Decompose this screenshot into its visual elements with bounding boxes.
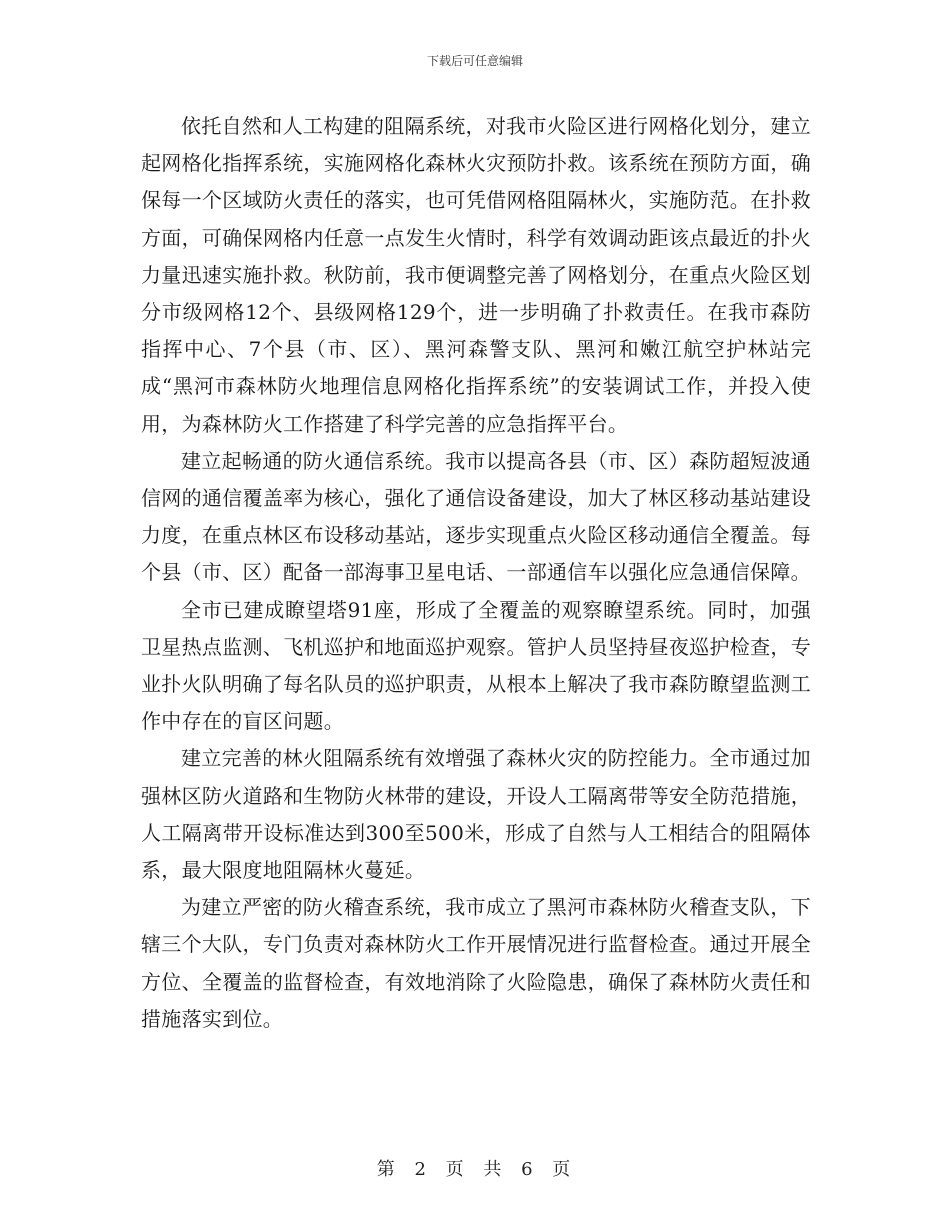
header-note: 下载后可任意编辑: [426, 54, 523, 68]
page-number: 第 2 页 共 6 页: [376, 1159, 574, 1180]
paragraph-inspection-system: 为建立严密的防火稽查系统，我市成立了黑河市森林防火稽查支队，下辖三个大队，专门负责对森林防火工作开展情况进行监督检查。通过开展全方位、全覆盖的监督检查，有效地消除了火险隐患，确保了森林防火责任和措施落实到位。: [141, 895, 811, 1031]
paragraph-lookout-system: 全市已建成瞭望塔91座，形成了全覆盖的观察瞭望系统。同时，加强卫星热点监测、飞机巡护和地面巡护观察。管护人员坚持昼夜巡护检查，专业扑火队明确了每名队员的巡护职责，从根本上解决了我市森防瞭望监测工作中存在的盲区问题。: [141, 597, 811, 734]
paragraph-grid-command-system: 依托自然和人工构建的阻隔系统，对我市火险区进行网格化划分，建立起网格化指挥系统，实施网格化森林火灾预防扑救。该系统在预防方面，确保每一个区域防火责任的落实，也可凭借网格阻隔林火，实施防范。在扑救方面，可确保网格内任意一点发生火情时，科学有效调动距该点最近的扑火力量迅速实施扑救。秋防前，我市便调整完善了网格划分，在重点火险区划分市级网格12个、县级网格129个，进一步明确了扑救责任。在我市森防指挥中心、7个县（市、区）、黑河森警支队、黑河和嫩江航空护林站完成“黑河市森林防火地理信息网格化指挥系统”的安装调试工作，并投入使用，为森林防火工作搭建了科学完善的应急指挥平台。: [141, 114, 811, 436]
paragraph-communication-system: 建立起畅通的防火通信系统。我市以提高各县（市、区）森防超短波通信网的通信覆盖率为核心，强化了通信设备建设，加大了林区移动基站建设力度，在重点林区布设移动基站，逐步实现重点火险区移动通信全覆盖。每个县（市、区）配备一部海事卫星电话、一部通信车以强化应急通信保障。: [141, 448, 811, 585]
document-body: [141, 108, 811, 1038]
paragraph-firebreak-system: 建立完善的林火阻隔系统有效增强了森林火灾的防控能力。全市通过加强林区防火道路和生物防火林带的建设，开设人工隔离带等安全防范措施，人工隔离带开设标准达到300至500米，形成了自然与人工相结合的阻隔体系，最大限度地阻隔林火蔓延。: [141, 746, 811, 883]
